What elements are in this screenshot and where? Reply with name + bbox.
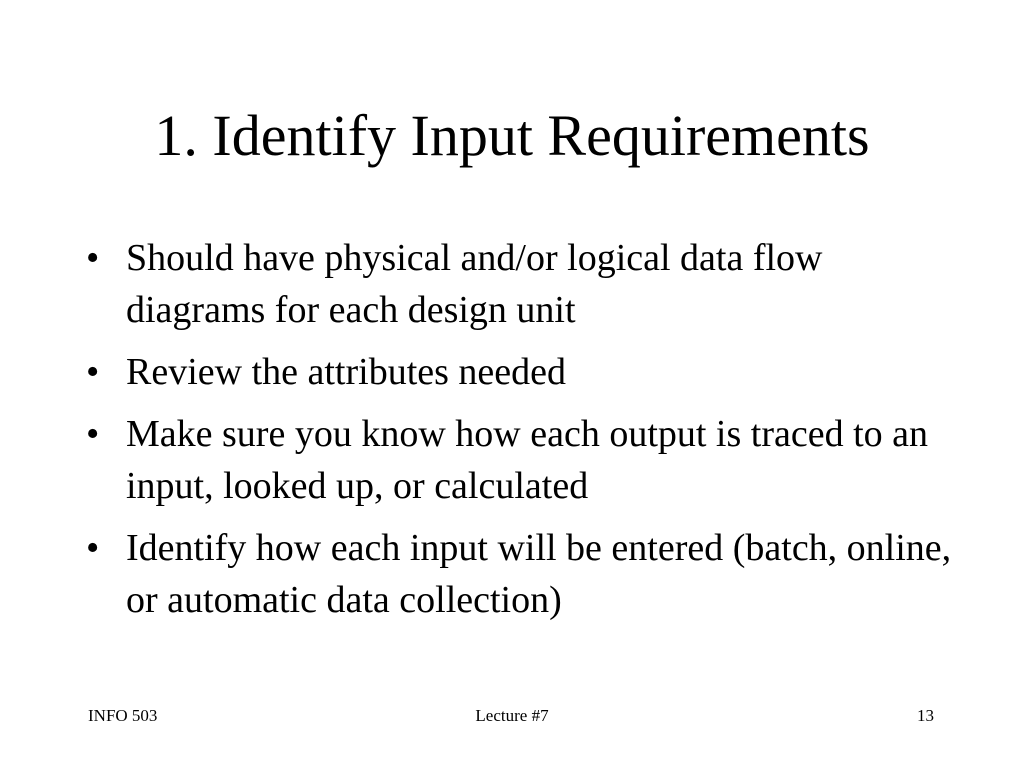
bullet-icon: • bbox=[86, 413, 100, 455]
bullet-icon: • bbox=[86, 527, 100, 569]
bullet-icon: • bbox=[86, 351, 100, 393]
footer-lecture: Lecture #7 bbox=[475, 706, 549, 725]
footer-page-number: 13 bbox=[917, 706, 934, 725]
bullet-list bbox=[82, 232, 962, 636]
bullet-item bbox=[82, 232, 962, 336]
bullet-item bbox=[82, 346, 962, 398]
slide-title: 1. Identify Input Requirements bbox=[154, 103, 870, 168]
bullet-text: Make sure you know how each output is traced to an input, looked up, or calculated bbox=[126, 413, 929, 507]
footer-course: INFO 503 bbox=[88, 706, 158, 725]
bullet-text: Identify how each input will be entered (batch, online, or automatic data collection) bbox=[126, 527, 952, 621]
bullet-text: Review the attributes needed bbox=[126, 351, 567, 393]
bullet-text: Should have physical and/or logical data flow diagrams for each design unit bbox=[126, 237, 823, 331]
bullet-item bbox=[82, 408, 962, 512]
bullet-item bbox=[82, 522, 962, 626]
bullet-icon: • bbox=[86, 237, 100, 279]
